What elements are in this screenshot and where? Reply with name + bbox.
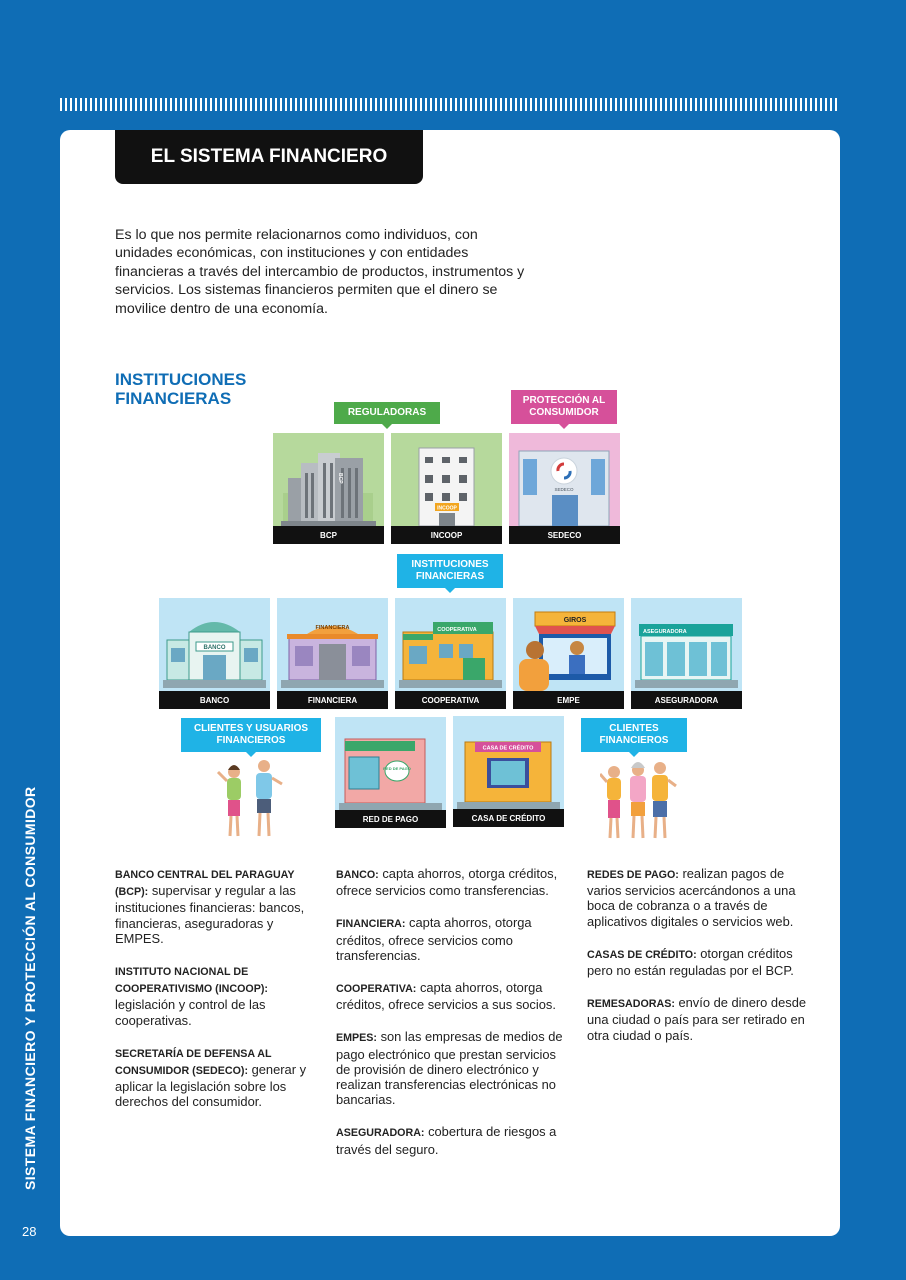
bcp-sign: BCP [337, 473, 343, 484]
card-banco [159, 598, 270, 709]
aseguradora-building-illustration [631, 598, 742, 691]
definition-text: legislación y control de las cooperativas. [115, 997, 266, 1028]
definition-empes [336, 1029, 568, 1107]
bcp-building-illustration [273, 433, 384, 526]
financiera-building-illustration [277, 598, 388, 691]
banco-building-illustration [159, 598, 270, 691]
card-aseguradora [631, 598, 742, 709]
sedeco-sign: SEDECO [554, 487, 574, 492]
definition-term: CASAS DE CRÉDITO: [587, 948, 697, 961]
card-label-financiera: FINANCIERA [277, 691, 388, 709]
card-financiera [277, 598, 388, 709]
section-heading: INSTITUCIONES FINANCIERAS [115, 370, 247, 408]
card-label-sedeco: SEDECO [509, 526, 620, 544]
definitions-column-2 [336, 866, 568, 1174]
definition-cooperativa [336, 980, 568, 1012]
definition-term: BANCO CENTRAL DEL PARAGUAY (BCP): [115, 869, 295, 899]
card-label-empe: EMPE [513, 691, 624, 709]
card-label-incoop: INCOOP [391, 526, 502, 544]
clientes-financieros-illustration [600, 756, 688, 842]
definition-financiera [336, 915, 568, 963]
sedeco-building-illustration [509, 433, 620, 526]
definitions-column-1 [115, 866, 320, 1127]
definition-term: SECRETARÍA DE DEFENSA AL CONSUMIDOR (SEDECO): [115, 1047, 272, 1078]
definition-redes-de-pago [587, 866, 819, 929]
card-bcp [273, 433, 384, 544]
red-de-pago-building-illustration [335, 717, 446, 810]
definition-term: REMESADORAS: [587, 998, 675, 1011]
definition-text: capta ahorros, otorga créditos, ofrece servicios como transferencias. [336, 915, 532, 963]
empe-sign: GIROS [563, 617, 587, 624]
definition-text: capta ahorros, otorga créditos, ofrece servicios a sus socios. [336, 980, 556, 1013]
definition-text: envío de dinero desde una ciudad o país para ser retirado en otra ciudad o país. [587, 995, 807, 1043]
definition-incoop [115, 963, 320, 1028]
definition-casas-de-credito [587, 946, 819, 978]
definition-aseguradora [336, 1124, 568, 1156]
tag-proteccion-consumidor: PROTECCIÓN AL CONSUMIDOR [511, 390, 617, 424]
card-incoop [391, 433, 502, 544]
definitions-column-3 [587, 866, 819, 1060]
definition-term: COOPERATIVA: [336, 983, 417, 996]
definition-term: BANCO: [336, 869, 379, 881]
card-label-banco: BANCO [159, 691, 270, 709]
card-label-bcp: BCP [273, 526, 384, 544]
definition-term: REDES DE PAGO: [587, 869, 679, 881]
card-label-aseguradora: ASEGURADORA [631, 691, 742, 709]
definition-text: cobertura de riesgos a través del seguro. [336, 1124, 557, 1157]
definition-term: FINANCIERA: [336, 918, 406, 931]
definition-term: INSTITUTO NACIONAL DE COOPERATIVISMO (INCOOP): [115, 966, 268, 996]
definition-text: supervisar y regular a las instituciones financieras: bancos, financieras, aseguradoras y EMPES. [115, 883, 305, 946]
definition-text: son las empresas de medios de pago electrónico que prestan servicios de provisión de dinero electrónico y realizan transferencias electrónicas no bancarias. [336, 1029, 563, 1108]
side-section-title: SISTEMA FINANCIERO Y PROTECCIÓN AL CONSUMIDOR [22, 786, 38, 1190]
tag-reguladoras: REGULADORAS [334, 402, 440, 424]
tag-instituciones-financieras: INSTITUCIONES FINANCIERAS [397, 554, 503, 588]
card-casa-de-credito [453, 716, 564, 827]
definition-term: EMPES: [336, 1032, 377, 1045]
definition-bcp [115, 866, 320, 946]
card-cooperativa [395, 598, 506, 709]
financiera-sign: FINANCIERA [315, 625, 350, 631]
definition-text: generar y aplicar la legislación sobre los derechos del consumidor. [115, 1062, 307, 1110]
casa-de-credito-building-illustration [453, 716, 564, 809]
page-number: 28 [22, 1224, 37, 1239]
empe-illustration [513, 598, 624, 691]
tag-clientes-financieros: CLIENTES FINANCIEROS [581, 718, 687, 752]
red-de-pago-sign: RED DE PAGO [383, 766, 411, 771]
incoop-sign: INCOOP [437, 505, 457, 512]
banco-sign: BANCO [203, 645, 226, 651]
tag-clientes-usuarios: CLIENTES Y USUARIOS FINANCIEROS [181, 718, 321, 752]
page-title: EL SISTEMA FINANCIERO [115, 130, 423, 184]
definition-banco [336, 866, 568, 898]
definition-sedeco [115, 1045, 320, 1110]
card-empe [513, 598, 624, 709]
card-red-de-pago [335, 717, 446, 828]
definition-term: ASEGURADORA: [336, 1127, 425, 1140]
card-sedeco [509, 433, 620, 544]
card-label-casa-de-credito: CASA DE CRÉDITO [453, 809, 564, 827]
top-dash-border [60, 98, 840, 111]
card-label-cooperativa: COOPERATIVA [395, 691, 506, 709]
cooperativa-sign: COOPERATIVA [437, 627, 477, 633]
definition-text: otorgan créditos pero no están reguladas por el BCP. [587, 945, 794, 979]
casa-de-credito-sign: CASA DE CRÉDITO [482, 745, 534, 752]
cooperativa-building-illustration [395, 598, 506, 691]
aseguradora-sign: ASEGURADORA [643, 629, 687, 635]
definition-text: realizan pagos de varios servicios acercándonos a una boca de cobranza o a través de aplicativos digitales o servicios web. [587, 866, 796, 929]
intro-paragraph: Es lo que nos permite relacionarnos como individuos, con unidades económicas, con instituciones y con entidades financieras a través del intercambio de productos, instrumentos y servicios. Los sistemas financieros permiten que el dinero se movilice dentro de una economía. [115, 227, 525, 317]
clientes-usuarios-illustration [214, 756, 294, 842]
incoop-building-illustration [391, 433, 502, 526]
definition-remesadoras [587, 995, 819, 1043]
card-label-red-de-pago: RED DE PAGO [335, 810, 446, 828]
definition-text: capta ahorros, otorga créditos, ofrece servicios como transferencias. [336, 866, 558, 899]
